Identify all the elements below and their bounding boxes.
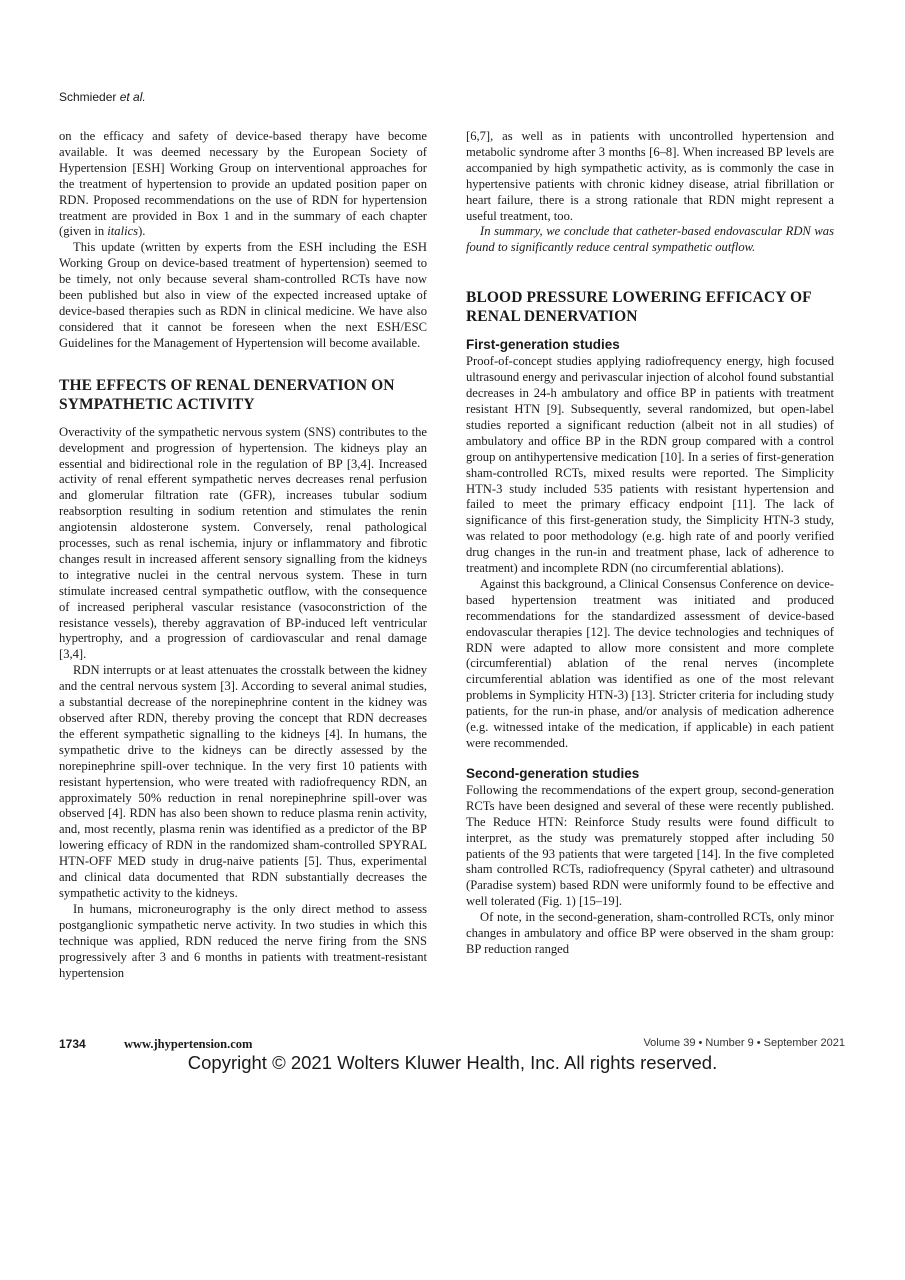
left-paragraph-3: Overactivity of the sympathetic nervous system (SNS) contributes to the development and progression of hypertension. The kidneys play an essential and bidirectional role in the regulation of BP [3,4]. Increased activity of renal efferent sympathetic nerves decreases renal perfusion and glomerular filtration rate (GFR), increases tubular sodium reabsorption resulting in sodium retention and stimulates the renin angiotensin aldosterone system. Conversely, renal pathological processes, such as renal ischemia, injury or inflammatory and fibrotic changes result in increased afferent sensory signalling from the kidneys to integrative nuclei in the central nervous system. These in turn stimulate increased central sympathetic outflow, with the consequence of increased peripheral vascular resistance (vasoconstriction of the resistance vessels), thereby aggravation of BP-induced left ventricular hypertrophy, and a progression of cardiovascular and renal damage [3,4]. <box>59 424 427 662</box>
journal-website-link[interactable]: www.jhypertension.com <box>124 1037 253 1051</box>
issue-info: Volume 39 • Number 9 • September 2021 <box>643 1037 845 1049</box>
left-paragraph-2: This update (written by experts from the ESH including the ESH Working Group on device-based treatment of hypertension) seemed to be timely, not only because several sham-controlled RCTs have now been published but also in view of the expected increased uptake of device-based therapies such as RDN in clinical medicine. We have also considered that it cannot be foreseen when the next ESH/ESC Guidelines for the Management of Hypertension will become available. <box>59 240 427 350</box>
page-number: 1734 <box>59 1037 86 1051</box>
page-footer <box>59 1037 845 1053</box>
right-column <box>466 129 834 958</box>
running-head <box>59 90 146 104</box>
copyright-notice: Copyright © 2021 Wolters Kluwer Health, Inc. All rights reserved. <box>187 1052 718 1073</box>
summary-paragraph: In summary, we conclude that catheter-based endovascular RDN was found to significantly reduce central sympathetic outflow. <box>466 224 834 255</box>
italics-word: italics <box>107 224 139 239</box>
section-heading-sympathetic: THE EFFECTS OF RENAL DENERVATION ON SYMPATHETIC ACTIVITY <box>59 376 395 413</box>
subsection-heading-first-generation: First-generation studies <box>466 337 620 353</box>
left-paragraph-4: RDN interrupts or at least attenuates the crosstalk between the kidney and the central nervous system [3]. According to several animal studies, a substantial decrease of the norepinephrine content in the kidney was observed after RDN, thereby proving the concept that RDN decreases the efferent sympathetic signalling to the kidneys [4]. In humans, the sympathetic drive to the kidneys can be directly assessed by the norepinephrine spill-over technique. In the very first 10 patients with resistant hypertension, who were treated with radiofrequency RDN, an approximately 50% reduction in renal norepinephrine spill-over was observed [4]. RDN has also been shown to reduce plasma renin activity, and, most recently, plasma renin was identified as a predictor of the BP lowering efficacy of RDN in the randomized sham-controlled SPYRAL HTN-OFF MED study in drug-naive patients [5]. Thus, experimental and clinical data documented that RDN substantially decreases the sympathetic activity to the kidneys. <box>59 663 427 900</box>
right-paragraph-4: Against this background, a Clinical Consensus Conference on device-based hypertension treatment was initiated and produced recommendations for the standardized assessment of device-based endovascular therapies [12]. The device technologies and techniques of RDN were adapted to allow more consistent and more complete (circumferential) ablation of the renal nerves (incomplete circumferential ablation was identified as one of the most relevant problems in Symplicity HTN-3) [13]. Stricter criteria for including study patients, for the run-in phase, and/or analysis of medication adherence (e.g. witnessed intake of the medication, if applicable) in each patient were recommended. <box>466 576 834 750</box>
right-paragraph-6: Of note, in the second-generation, sham-controlled RCTs, only minor changes in ambulatory and office BP were observed in the sham group: BP reduction ranged <box>466 910 834 956</box>
right-paragraph-3: Proof-of-concept studies applying radiofrequency energy, high focused ultrasound energy and perivascular injection of alcohol found substantial decreases in 24-h ambulatory and office BP in patients with treatment resistant HTN [9]. Subsequently, several randomized, but open-label studies reported a significant reduction (albeit not in all studies) of ambulatory and office BP in the RDN group compared with a control group on antihypertensive medication [10]. In a series of first-generation sham-controlled RCTs, mixed results were reported. The Simplicity HTN-3 study included 535 patients with resistant hypertension and failed to meet the primary efficacy endpoint [11]. The lack of significance of this first-generation study, the Simplicity HTN-3 study, was related to poor methodology (e.g. high rate of and poorly verified drug changes in the run-in and treatment phase, lack of adherence to treatment) and incomplete RDN (no circumferential ablations). <box>466 354 834 576</box>
right-paragraph-1: [6,7], as well as in patients with uncontrolled hypertension and metabolic syndrome after 3 months [6–8]. When increased BP levels are accompanied by high sympathetic activity, as is commonly the case in hypertensive patients with chronic kidney disease, atrial fibrillation or heart failure, there is a strong rationale that RDN might represent a useful treatment, too. <box>466 129 834 223</box>
left-paragraph-1: on the efficacy and safety of device-based therapy have become available. It was deemed necessary by the European Society of Hypertension [ESH] Working Group on interventional approaches for the treatment of hypertension to provide an updated position paper on RDN. Proposed recommendations on the use of RDN for hypertension treatment are provided in Box 1 and in the summary of each chapter (given in italics). <box>59 129 427 239</box>
running-head-etal: et al. <box>119 90 146 104</box>
left-paragraph-5: In humans, microneurography is the only direct method to assess postganglionic sympathetic nerve activity. In two studies in which this technique was applied, RDN reduced the nerve firing from the SNS progressively after 3 and 6 months in patients with treatment-resistant hypertension <box>59 901 427 980</box>
right-paragraph-5: Following the recommendations of the expert group, second-generation RCTs have been designed and several of these were recently published. The Reduce HTN: Reinforce Study results were found difficult to interpret, as the study was prematurely stopped after including 50 patients of the 93 patients that were targeted [14]. In the five completed sham controlled RCTs, radiofrequency (Spyral catheter) and ultrasound (Paradise system) based RDN were uniformly found to be effective and well tolerated (Fig. 1) [15–19]. <box>466 782 834 909</box>
left-column <box>59 129 427 981</box>
running-head-authors: Schmieder <box>59 90 117 104</box>
subsection-heading-second-generation: Second-generation studies <box>466 765 640 781</box>
section-heading-bp-efficacy: BLOOD PRESSURE LOWERING EFFICACY OF RENAL DENERVATION <box>466 289 812 326</box>
